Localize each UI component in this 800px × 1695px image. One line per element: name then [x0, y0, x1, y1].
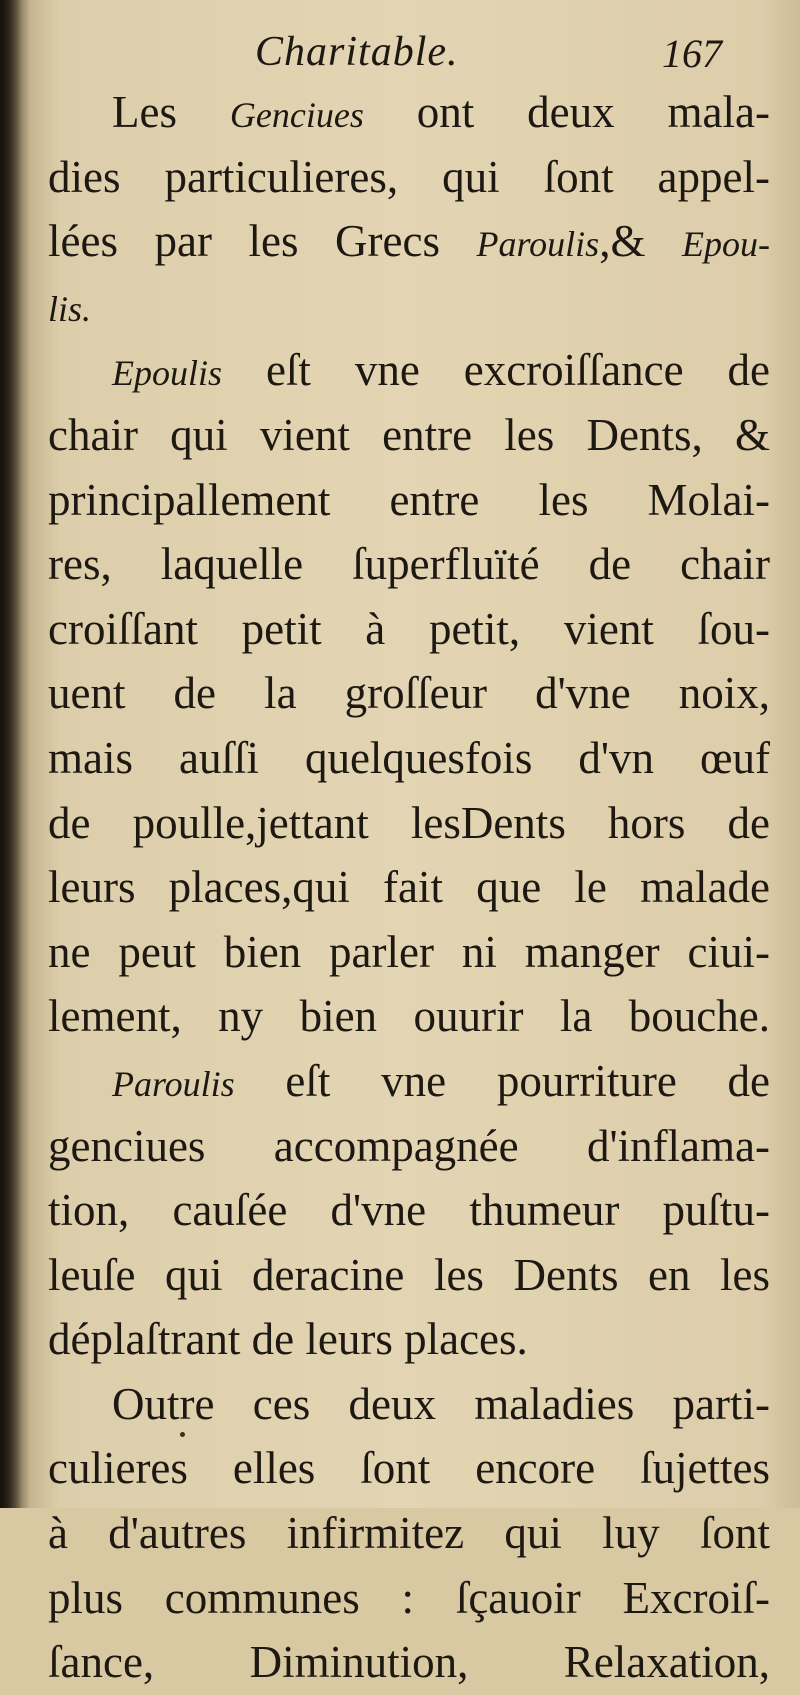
text-line: lement, ny bien ouurir la bouche.	[48, 991, 770, 1042]
text-line: croiſſant petit à petit, vient ſou-	[48, 603, 770, 654]
body-text	[48, 80, 770, 1695]
text-line: Epoulis eſt vne excroiſſance de	[112, 345, 770, 396]
text-line: res, laquelle ſuperfluïté de chair	[48, 539, 770, 590]
text-line: tion, cauſée d'vne thumeur puſtu-	[48, 1185, 770, 1236]
binding-gutter	[0, 0, 30, 1508]
text-line: mais auſſi quelquesfois d'vn œuf	[48, 732, 770, 783]
text-line: genciues accompagnée d'inflama-	[48, 1120, 770, 1171]
text-line: culieres elles ſont encore ſujettes	[48, 1443, 770, 1494]
text-line: ne peut bien parler ni manger ciui-	[48, 926, 770, 977]
text-line: déplaſtrant de leurs places.	[48, 1314, 528, 1365]
text-line: lis.	[48, 288, 92, 329]
text-line: Paroulis eſt vne pourriture de	[112, 1055, 770, 1106]
text-line: uent de la groſſeur d'vne noix,	[48, 668, 770, 719]
text-line: chair qui vient entre les Dents, &	[48, 409, 770, 460]
text-line: lées par les Grecs Paroulis,& Epou-	[48, 216, 770, 267]
text-line: de poulle,jettant lesDents hors de	[48, 797, 770, 848]
text-line: leuſe qui deracine les Dents en les	[48, 1249, 770, 1300]
running-head	[0, 28, 800, 88]
page-number: 167	[662, 31, 722, 76]
text-line: plus communes : ſçauoir Excroiſ-	[48, 1572, 770, 1623]
running-title: Charitable.	[255, 29, 459, 75]
text-line: Les Genciues ont deux mala-	[112, 87, 770, 137]
text-line: ſance, Diminution, Relaxation,	[48, 1637, 770, 1688]
text-line: dies particulieres, qui ſont appel-	[48, 151, 770, 202]
text-line: principallement entre les Molai-	[48, 474, 770, 525]
text-line: leurs places,qui fait que le malade	[48, 862, 770, 913]
ink-speck	[180, 1432, 185, 1437]
text-line: Outre ces deux maladies parti-	[112, 1378, 770, 1429]
text-line: à d'autres infirmitez qui luy ſont	[48, 1508, 770, 1559]
